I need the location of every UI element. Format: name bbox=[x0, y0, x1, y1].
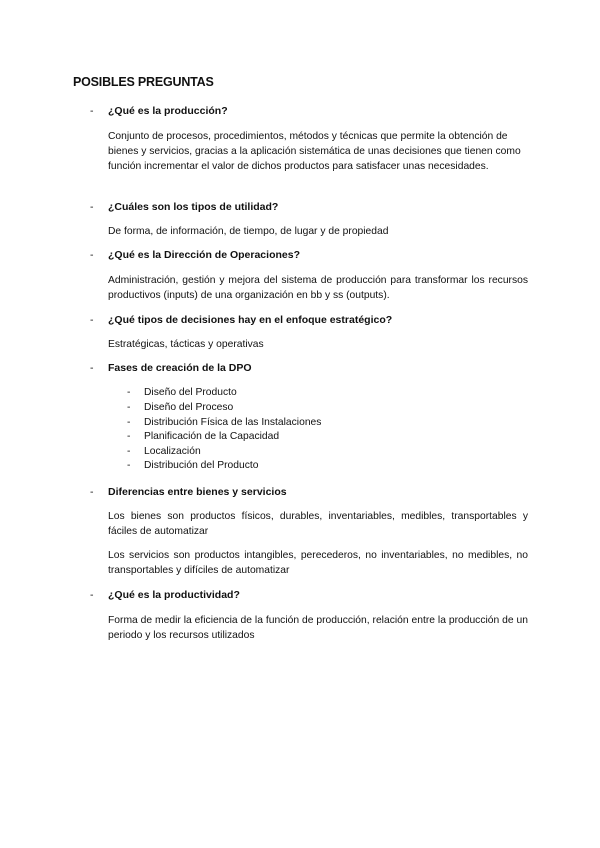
bullet-dash: - bbox=[127, 402, 131, 413]
question-text: Diferencias entre bienes y servicios bbox=[108, 486, 287, 498]
answer-text: Los bienes son productos físicos, durables, inventariables, medibles, transportables y fáciles de automatizar bbox=[108, 511, 528, 537]
bullet-dash: - bbox=[90, 589, 94, 601]
answer-text: De forma, de información, de tiempo, de lugar y de propiedad bbox=[108, 226, 389, 237]
sub-item-text: Diseño del Producto bbox=[144, 387, 237, 398]
answer-text: Forma de medir la eficiencia de la función de producción, relación entre la producción de un periodo y los recursos utilizados bbox=[108, 615, 528, 641]
answer-text: Administración, gestión y mejora del sistema de producción para transformar los recursos productivos (inputs) de una organización en bb y ss (outputs). bbox=[108, 275, 528, 301]
bullet-dash: - bbox=[127, 431, 131, 442]
question-text: ¿Qué es la producción? bbox=[108, 105, 228, 117]
question-text: ¿Qué es la productividad? bbox=[108, 589, 240, 601]
question-text: ¿Cuáles son los tipos de utilidad? bbox=[108, 201, 279, 213]
question-text: Fases de creación de la DPO bbox=[108, 362, 252, 374]
bullet-dash: - bbox=[90, 314, 94, 326]
page-title: POSIBLES PREGUNTAS bbox=[73, 75, 214, 89]
bullet-dash: - bbox=[127, 417, 131, 428]
bullet-dash: - bbox=[90, 486, 94, 498]
sub-item-text: Localización bbox=[144, 446, 201, 457]
sub-item-text: Distribución del Producto bbox=[144, 460, 259, 471]
bullet-dash: - bbox=[127, 446, 131, 457]
bullet-dash: - bbox=[90, 201, 94, 213]
bullet-dash: - bbox=[90, 249, 94, 261]
bullet-dash: - bbox=[127, 460, 131, 471]
bullet-dash: - bbox=[90, 105, 94, 117]
bullet-dash: - bbox=[127, 387, 131, 398]
sub-item-text: Planificación de la Capacidad bbox=[144, 431, 280, 442]
sub-item-text: Diseño del Proceso bbox=[144, 402, 234, 413]
answer-text: Estratégicas, tácticas y operativas bbox=[108, 339, 264, 350]
question-text: ¿Qué tipos de decisiones hay en el enfoque estratégico? bbox=[108, 314, 393, 326]
answer-text: Los servicios son productos intangibles, perecederos, no inventariables, no medibles, no transportables y difíciles de automatizar bbox=[108, 550, 528, 576]
question-text: ¿Qué es la Dirección de Operaciones? bbox=[108, 249, 300, 261]
sub-item-text: Distribución Física de las Instalaciones bbox=[144, 417, 322, 428]
answer-text: Conjunto de procesos, procedimientos, métodos y técnicas que permite la obtención de bienes y servicios, gracias a la aplicación sistemática de unas decisiones que tienen como función incrementar el valor de dichos productos para satisfacer unas necesidades. bbox=[108, 131, 521, 172]
bullet-dash: - bbox=[90, 362, 94, 374]
